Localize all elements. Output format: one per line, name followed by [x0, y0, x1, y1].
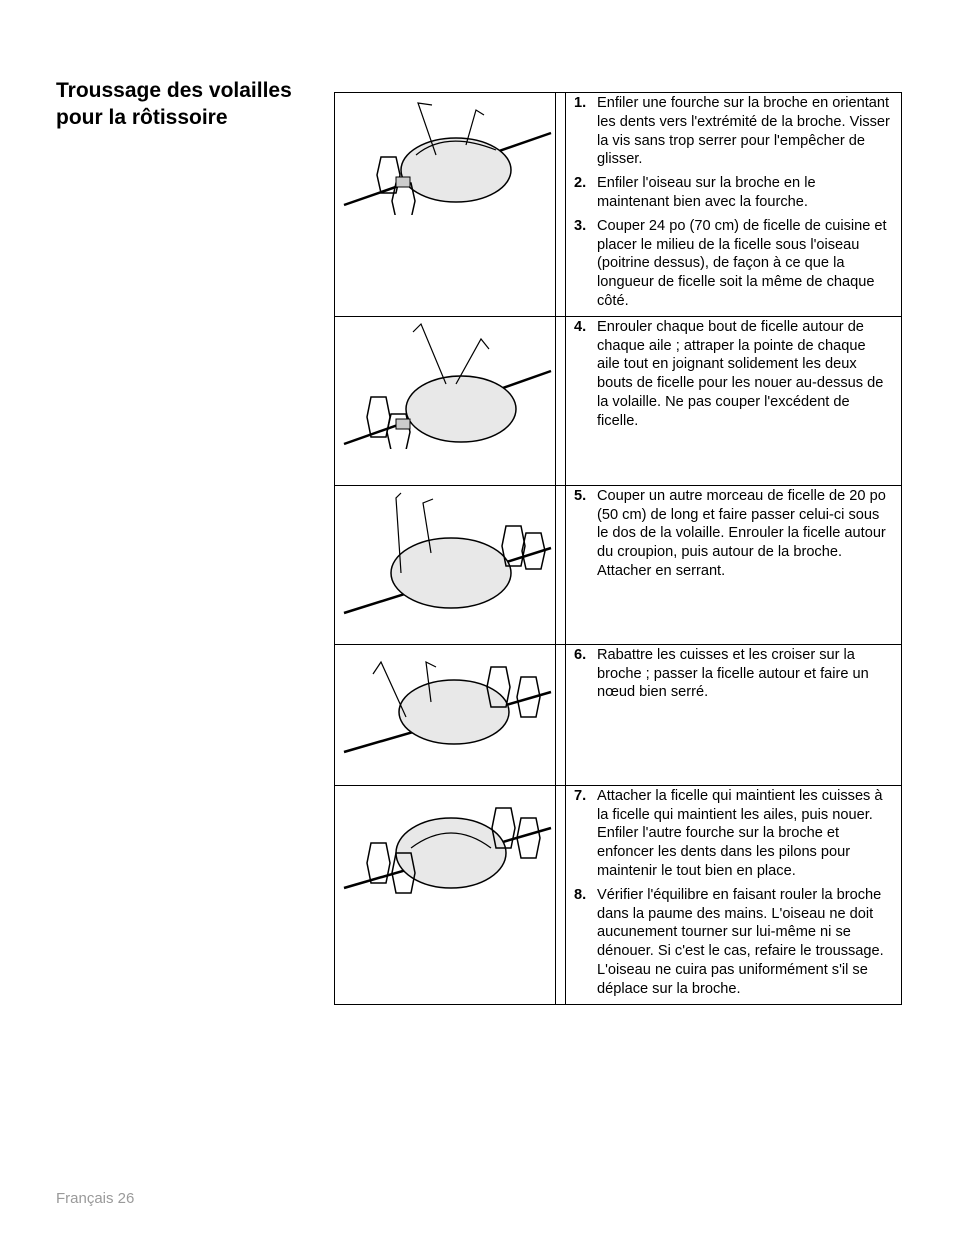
page-footer: Français 26 [56, 1190, 135, 1207]
illustration-cell [335, 485, 556, 644]
illustration-cell [335, 93, 556, 317]
step-number: 5. [574, 487, 587, 504]
step-text: Enfiler l'oiseau sur la broche en le maintenant bien avec la fourche. [597, 175, 816, 210]
page-title: Troussage des volailles pour la rôtissoire [56, 79, 292, 129]
list-item [566, 646, 901, 702]
step-text: Couper un autre morceau de ficelle de 20 po (50 cm) de long et faire passer celui-ci sous le dos de la volaille. Enrouler la ficelle autour du croupion, puis autour de la broche. Attacher en serrant. [597, 487, 886, 579]
instructions-cell [566, 93, 902, 317]
step-number: 2. [574, 175, 587, 192]
list-item [566, 94, 901, 169]
list-item [566, 787, 901, 881]
step-number: 7. [574, 787, 587, 804]
step-text: Vérifier l'équilibre en faisant rouler la broche dans la paume des mains. L'oiseau ne doit aucunement tourner sur lui-même ni se dénouer. Si c'est le cas, refaire le troussage. L'oiseau ne cuira pas uniformément s'il se déplace sur la broche. [597, 886, 884, 997]
list-item [566, 886, 901, 999]
illustration-cell [335, 644, 556, 785]
step-number: 1. [574, 95, 587, 111]
list-item [566, 487, 901, 581]
illustration-cell [335, 316, 556, 485]
step-text: Couper 24 po (70 cm) de ficelle de cuisine et placer le milieu de la ficelle sous l'oiseau (poitrine dessus), de façon à ce que la longueur de ficelle soit la même de chaque côté. [597, 217, 887, 309]
step-number: 8. [574, 886, 587, 903]
table-row [335, 93, 902, 317]
rotisserie-chicken-wings-icon [336, 319, 554, 449]
list-item [566, 174, 901, 212]
table-row [335, 644, 902, 785]
step-text: Rabattre les cuisses et les croiser sur la broche ; passer la ficelle autour et faire un nœud bien serré. [597, 646, 869, 701]
rotisserie-chicken-fork-icon [336, 95, 554, 215]
list-item [566, 318, 901, 431]
rotisserie-chicken-trussed-icon [336, 788, 554, 908]
table-row [335, 785, 902, 1004]
table-row [335, 485, 902, 644]
step-text: Enrouler chaque bout de ficelle autour de chaque aile ; attraper la pointe de chaque aile tout en joignant solidement les deux bouts de ficelle pour les nouer au-dessus de la volaille. Ne pas couper l'excédent de ficelle. [597, 318, 884, 429]
step-number: 6. [574, 646, 587, 663]
step-text: Enfiler une fourche sur la broche en orientant les dents vers l'extrémité de la broche. Visser la vis sans trop serrer pour l'empêcher de glisser. [597, 95, 890, 168]
list-item [566, 217, 901, 311]
instructions-cell [566, 644, 902, 785]
instructions-cell [566, 485, 902, 644]
step-text: Attacher la ficelle qui maintient les cuisses à la ficelle qui maintient les ailes, puis nouer. Enfiler l'autre fourche sur la broche et enfoncer les dents dans les pilons pour maintenir le tout bien en place. [597, 787, 883, 879]
trussing-steps-table [334, 92, 902, 1005]
rotisserie-chicken-legs-icon [336, 647, 554, 757]
instructions-cell [566, 316, 902, 485]
illustration-cell [335, 785, 556, 1004]
rotisserie-chicken-back-icon [336, 488, 554, 618]
step-number: 3. [574, 217, 587, 234]
instructions-cell [566, 785, 902, 1004]
table-row [335, 316, 902, 485]
step-number: 4. [574, 318, 587, 335]
